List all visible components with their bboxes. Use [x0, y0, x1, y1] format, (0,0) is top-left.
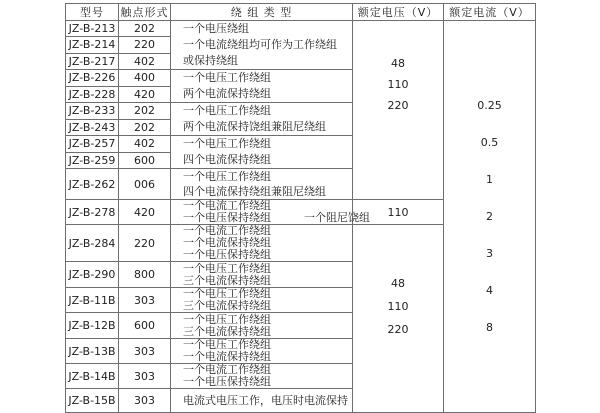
winding-line: 一个电压工作绕组 [183, 137, 271, 150]
current-cell [444, 21, 536, 413]
winding-cell [171, 225, 353, 262]
contact-cell: 220 [119, 225, 171, 262]
current-value: 3 [486, 247, 493, 260]
contact-cell: 600 [119, 152, 171, 169]
header-model: 型号 [66, 4, 119, 21]
winding-cell [171, 136, 353, 169]
winding-line: 一个电压工作绕组 [183, 312, 271, 326]
winding-cell [171, 199, 370, 225]
winding-line: 一个电流工作绕组 [183, 224, 271, 237]
current-value: 2 [486, 210, 493, 223]
winding-cell [171, 262, 353, 288]
winding-line: 一个电压工作绕组 [183, 338, 271, 351]
contact-cell: 420 [119, 200, 171, 225]
winding-line: 一个电压绕组 [183, 22, 249, 35]
model-cell: JZ-B-290 [66, 262, 119, 288]
winding-line: 两个电流保持饶组兼阻尼绕组 [183, 120, 326, 133]
contact-cell: 202 [119, 119, 171, 136]
model-cell: JZ-B-12B [66, 313, 119, 339]
contact-cell: 303 [119, 339, 171, 364]
model-cell: JZ-B-14B [66, 364, 119, 389]
winding-line: 一个电压工作绕组 [183, 261, 271, 275]
header-winding-type: 绕 组 类 型 [171, 4, 353, 21]
winding-line: 四个电流保持绕组兼阻尼绕组 [183, 185, 326, 198]
winding-line: 一个电流绕组均可作为工作绕组 [183, 38, 337, 51]
contact-cell: 303 [119, 288, 171, 313]
model-cell: JZ-B-228 [66, 86, 119, 103]
voltage-value: 110 [387, 300, 409, 313]
winding-cell [171, 339, 353, 364]
contact-cell: 303 [119, 389, 171, 413]
voltage-value: 220 [387, 99, 409, 112]
winding-line: 三个电流保持绕组 [183, 299, 271, 312]
winding-cell [171, 103, 353, 136]
model-cell: JZ-B-233 [66, 103, 119, 120]
contact-cell: 600 [119, 313, 171, 339]
contact-cell: 800 [119, 262, 171, 288]
model-cell: JZ-B-259 [66, 152, 119, 169]
header-rated-current: 额定电流（V） [444, 4, 536, 21]
contact-cell: 202 [119, 103, 171, 120]
current-value: 4 [486, 284, 493, 297]
model-cell: JZ-B-11B [66, 288, 119, 313]
winding-line: 两个电流保持绕组 [183, 87, 271, 100]
voltage-value: 48 [391, 57, 405, 70]
winding-cell [171, 389, 353, 413]
winding-line: 四个电流保持绕组 [183, 153, 271, 166]
model-cell: JZ-B-257 [66, 136, 119, 153]
winding-line: 一个电流保持绕组 [183, 236, 271, 249]
contact-cell: 220 [119, 37, 171, 53]
winding-line: 一个电压工作绕组 [183, 71, 271, 84]
winding-line: 一个电流保持绕组 [183, 350, 271, 363]
header-row [66, 4, 536, 21]
model-cell: JZ-B-214 [66, 37, 119, 53]
contact-cell: 202 [119, 21, 171, 37]
header-contact-form: 触点形式 [119, 4, 171, 21]
model-cell: JZ-B-243 [66, 119, 119, 136]
voltage-cell-mid: 110 [353, 200, 444, 225]
relay-spec-table [65, 3, 536, 413]
model-cell: JZ-B-217 [66, 53, 119, 69]
winding-cell [171, 169, 353, 200]
contact-cell: 420 [119, 86, 171, 103]
winding-line: 三个电流保持绕组 [183, 273, 271, 287]
model-cell: JZ-B-226 [66, 70, 119, 87]
current-value: 8 [486, 321, 493, 334]
header-rated-voltage: 额定电压（V） [353, 4, 444, 21]
current-value: 0.5 [480, 136, 499, 149]
winding-line: 一个电压工作绕组 [183, 170, 271, 183]
model-cell: JZ-B-15B [66, 389, 119, 413]
contact-cell: 303 [119, 364, 171, 389]
table-row [66, 21, 536, 37]
voltage-value: 220 [387, 323, 409, 336]
contact-cell: 402 [119, 53, 171, 69]
model-cell: JZ-B-262 [66, 169, 119, 200]
winding-cell [171, 70, 353, 103]
winding-cell [171, 313, 353, 339]
contact-cell: 006 [119, 169, 171, 200]
model-cell: JZ-B-213 [66, 21, 119, 37]
winding-line: 一个电压保持绕组 一个阻尼饶组 [183, 211, 370, 224]
contact-cell: 402 [119, 136, 171, 153]
model-cell: JZ-B-278 [66, 200, 119, 225]
winding-cell [171, 21, 353, 70]
winding-line: 一个电压保持绕组 [183, 375, 271, 388]
winding-line: 或保持绕组 [183, 54, 238, 67]
winding-line: 一个电压保持绕组 [183, 248, 271, 261]
winding-cell [171, 288, 353, 313]
winding-line: 一个电流工作绕组 [183, 363, 271, 376]
winding-line: 电流式电压工作，电压时电流保持 [183, 393, 348, 407]
current-value: 1 [486, 173, 493, 186]
winding-line: 一个电压工作绕组 [183, 104, 271, 117]
winding-line: 三个电流保持绕组 [183, 324, 271, 338]
current-value: 0.25 [477, 99, 502, 112]
voltage-value: 110 [387, 78, 409, 91]
voltage-cell-top [353, 21, 444, 200]
winding-cell [171, 364, 353, 389]
winding-line: 一个电流工作绕组 [183, 199, 271, 212]
model-cell: JZ-B-284 [66, 225, 119, 262]
winding-line: 一个电压工作绕组 [183, 287, 271, 300]
voltage-value: 48 [391, 277, 405, 290]
model-cell: JZ-B-13B [66, 339, 119, 364]
contact-cell: 400 [119, 70, 171, 87]
voltage-cell-bottom [353, 225, 444, 413]
